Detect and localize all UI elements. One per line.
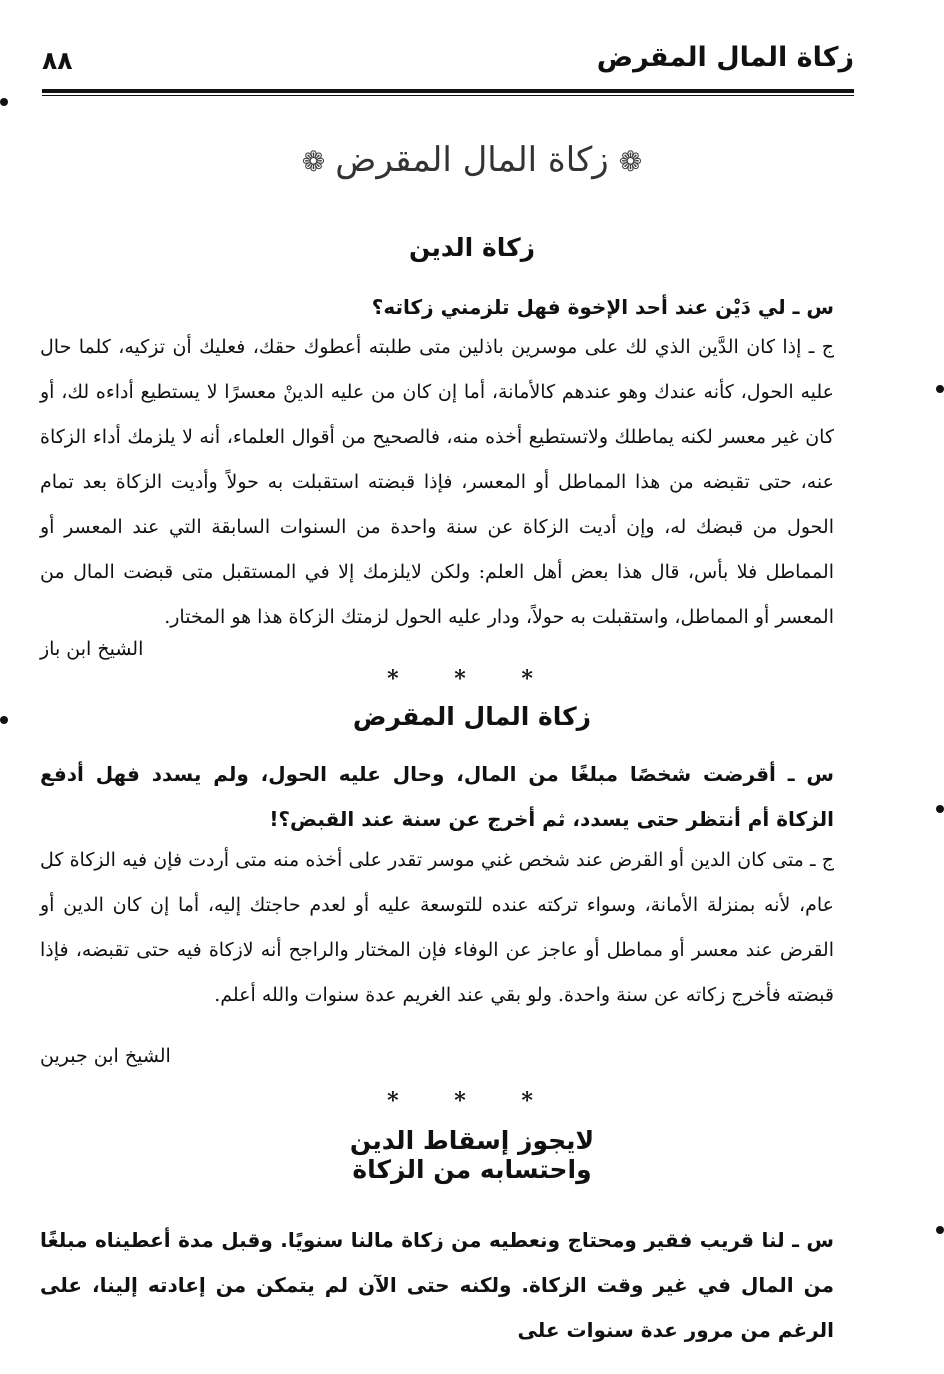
ornament-icon: ❁ bbox=[618, 145, 643, 178]
question-text: س ـ لنا قريب فقير ومحتاج ونعطيه من زكاة مالنا سنويًا. وقبل مدة أعطيناه مبلغًا من المال في غير وقت الزكاة. ولكنه حتى الآن لم يتمكن من إعادته إلينا، على الرغم من مرور عدة سنوات على bbox=[40, 1228, 834, 1342]
section-heading-line: واحتسابه من الزكاة bbox=[352, 1155, 592, 1184]
separator: * * * bbox=[387, 1088, 557, 1114]
chapter-title-text: زكاة المال المقرض bbox=[335, 140, 609, 180]
edge-mark bbox=[936, 805, 944, 813]
question-text: س ـ لي دَيْن عند أحد الإخوة فهل تلزمني زكاته؟ bbox=[371, 295, 834, 319]
page-number: ٨٨ bbox=[42, 46, 73, 75]
edge-mark bbox=[936, 385, 944, 393]
edge-mark bbox=[936, 1226, 944, 1234]
separator: * * * bbox=[387, 666, 557, 692]
attribution: الشيخ ابن جبرين bbox=[40, 1045, 171, 1067]
section-heading: زكاة الدين bbox=[408, 233, 536, 262]
section-heading-line: لايجوز إسقاط الدين bbox=[349, 1126, 595, 1155]
answer-text: ج ـ متى كان الدين أو القرض عند شخص غني موسر تقدر على أخذه منه متى أردت فإن فيه الزكاة كل عام، لأنه بمنزلة الأمانة، وسواء تركته عنده للتوسعة عليه أو لعدم حاجتك إليه، أما إن كان الدين أو القرض عند معسر أو مماطل أو عاجز عن الوفاء فإن المختار والراجح أنه لازكاة فيه حتى تقبضه، فإذا قبضته فأخرج زكاته عن سنة واحدة. ولو بقي عند الغريم عدة سنوات والله أعلم. bbox=[40, 849, 834, 1006]
running-title: زكاة المال المقرض bbox=[596, 42, 854, 73]
header-rule bbox=[42, 89, 854, 93]
attribution: الشيخ ابن باز bbox=[40, 638, 144, 660]
answer-text: ج ـ إذا كان الدَّين الذي لك على موسرين باذلين متى طلبته أعطوك حقك، فعليك أن تزكيه، كلما حال عليه الحول، كأنه عندك وهو عندهم كالأمانة، أما إن كان من عليه الدينْ معسرًا لا يستطيع أداءه لك، أو كان غير معسر لكنه يماطلك ولاتستطيع أخذه منه، فالصحيح من أقوال العلماء، أنه لا يلزمك أداء الزكاة عنه، حتى تقبضه من هذا المماطل أو المعسر، فإذا قبضته استقبلت به حولاً وأديت الزكاة بعد تمام الحول من قبضك له، وإن أديت الزكاة عن سنة واحدة من السنوات السابقة التي عند المعسر أو المماطل فلا بأس، قال هذا بعض أهل العلم: ولكن لايلزمك إلا في المستقبل متى قبضت المال من المعسر أو المماطل، واستقبلت به حولاً، ودار عليه الحول لزمتك الزكاة هذا هو المختار. bbox=[40, 336, 834, 628]
header-rule-thin bbox=[42, 95, 854, 96]
question-text: س ـ أقرضت شخصًا مبلغًا من المال، وحال عليه الحول، ولم يسدد فهل أدفع الزكاة أم أنتظر حتى يسدد، ثم أخرج عن سنة عند القبض؟! bbox=[40, 762, 834, 831]
section-heading: زكاة المال المقرض bbox=[352, 702, 592, 731]
chapter-title bbox=[0, 140, 944, 180]
edge-mark bbox=[0, 98, 8, 106]
running-header bbox=[42, 38, 854, 86]
section-heading bbox=[0, 1126, 944, 1184]
ornament-icon: ❁ bbox=[301, 145, 326, 178]
